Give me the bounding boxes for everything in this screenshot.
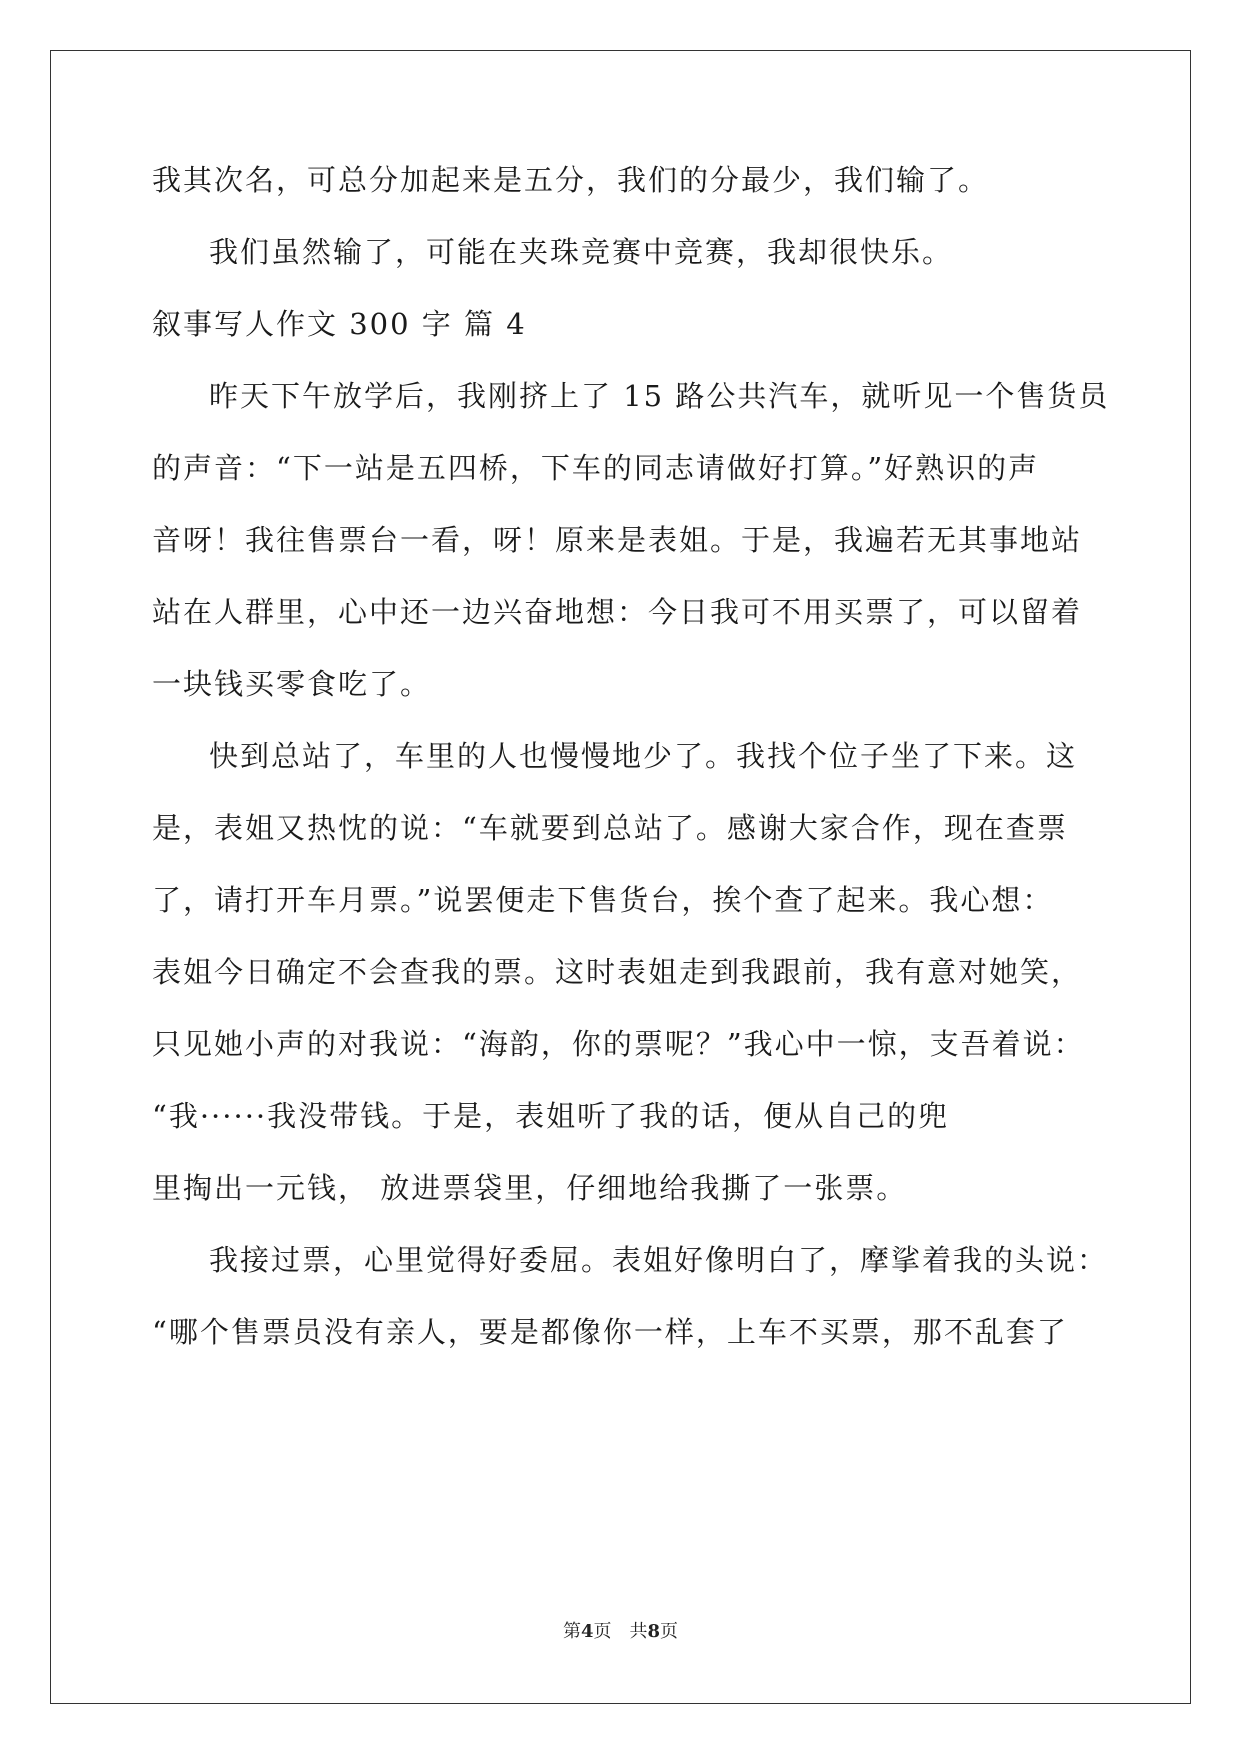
text-line: 了，请打开车月票。”说罢便走下售货台，挨个查了起来。我心想： [152,883,1054,917]
section-heading: 叙事写人作文 300 字 篇 4 [152,307,527,341]
page-footer [0,1620,1241,1644]
text-line: “我······我没带钱。于是，表姐听了我的话，便从自己的兜 [152,1099,950,1133]
text-line: 音呀！我往售票台一看，呀！原来是表姐。于是，我遍若无其事地站 [152,523,1083,557]
text-line: 是，表姐又热忱的说：“车就要到总站了。感谢大家合作，现在查票 [152,811,1068,845]
text-line: “哪个售票员没有亲人，要是都像你一样，上车不买票，那不乱套了 [152,1315,1068,1349]
page-border [50,50,1191,1704]
text-line: 我们虽然输了，可能在夹珠竞赛中竞赛，我却很快乐。 [209,235,954,269]
footer-mid: 页 共 [593,1621,648,1642]
text-line: 的声音：“下一站是五四桥，下车的同志请做好打算。”好熟识的声 [152,451,1040,485]
text-line: 快到总站了，车里的人也慢慢地少了。我找个位子坐了下来。这 [209,739,1078,773]
footer-prefix: 第 [562,1621,581,1642]
text-line: 昨天下午放学后，我刚挤上了 15 路公共汽车，就听见一个售货员 [209,379,1110,413]
footer-suffix: 页 [660,1621,679,1642]
current-page-number: 4 [580,1621,594,1642]
text-line: 我其次名，可总分加起来是五分，我们的分最少，我们输了。 [152,163,990,197]
text-line: 里掏出一元钱， 放进票袋里，仔细地给我撕了一张票。 [152,1171,908,1205]
text-line: 只见她小声的对我说：“海韵，你的票呢？”我心中一惊，支吾着说： [152,1027,1085,1061]
total-page-number: 8 [647,1621,661,1642]
text-line: 我接过票，心里觉得好委屈。表姐好像明白了，摩挲着我的头说： [209,1243,1109,1277]
text-line: 站在人群里，心中还一边兴奋地想：今日我可不用买票了，可以留着 [152,595,1083,629]
text-line: 表姐今日确定不会查我的票。这时表姐走到我跟前，我有意对她笑， [152,955,1083,989]
text-line: 一块钱买零食吃了。 [152,667,432,701]
